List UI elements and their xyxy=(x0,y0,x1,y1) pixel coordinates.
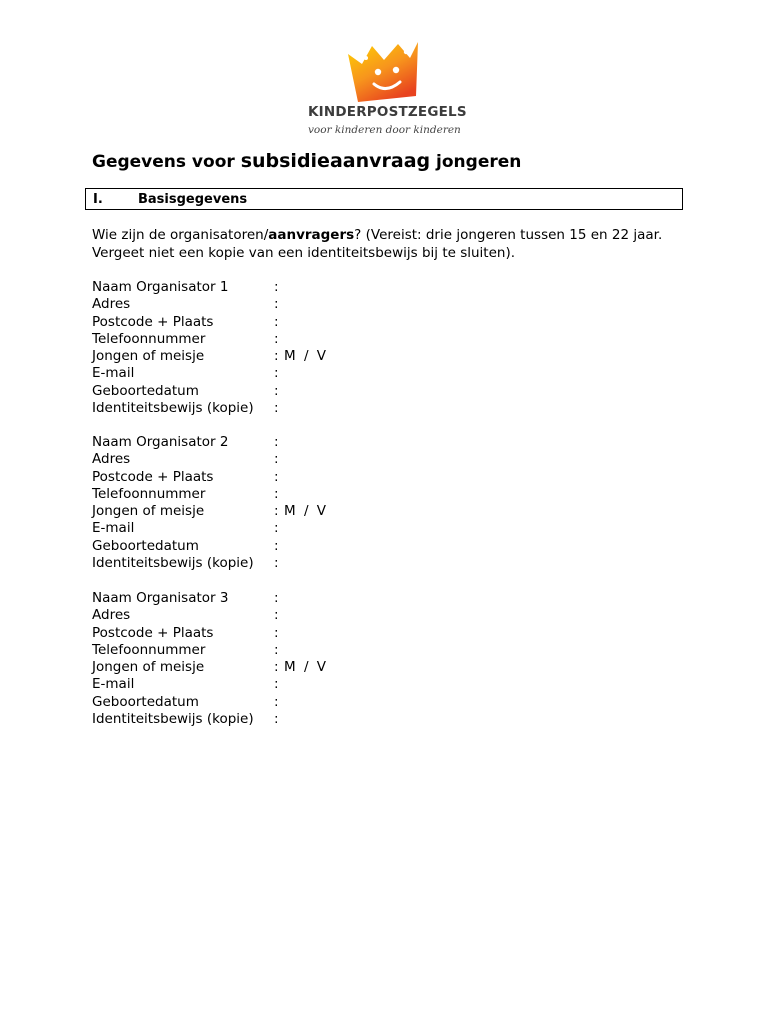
field-label: Identiteitsbewijs (kopie) xyxy=(92,400,254,417)
field-label: Adres xyxy=(92,296,131,313)
field-label: E-mail xyxy=(92,365,135,382)
field-label: Geboortedatum xyxy=(92,693,199,710)
logo xyxy=(300,38,470,142)
field-label: Telefoonnummer xyxy=(92,485,206,502)
gender-options: M / V xyxy=(284,348,327,365)
field-label: Telefoonnummer xyxy=(92,330,206,347)
field-label: Geboortedatum xyxy=(92,537,199,554)
page-title: Gegevens voor subsidieaanvraag jongeren xyxy=(92,150,522,172)
field-label: Identiteitsbewijs (kopie) xyxy=(92,711,254,728)
field-label: Postcode + Plaats xyxy=(92,624,214,641)
field-label: Telefoonnummer xyxy=(92,641,206,658)
field-label: Adres xyxy=(92,451,131,468)
field-label: E-mail xyxy=(92,676,135,693)
section-number: I. xyxy=(93,192,103,207)
brand-tagline: voor kinderen door kinderen xyxy=(308,124,461,136)
field-label: Identiteitsbewijs (kopie) xyxy=(92,555,254,572)
section-title: Basisgegevens xyxy=(138,192,248,207)
field-label: Jongen of meisje xyxy=(92,659,205,676)
intro-paragraph: Wie zijn de organisatoren/aanvragers? (Vereist: drie jongeren tussen 15 en 22 jaar. Vergeet niet een kopie van een identiteitsbewijs bij te sluiten). xyxy=(92,227,663,261)
gender-options: M / V xyxy=(284,659,327,676)
field-label: Postcode + Plaats xyxy=(92,313,214,330)
brand-name: KINDERPOSTZEGELS xyxy=(308,104,467,120)
crown-logo-icon xyxy=(344,38,424,106)
field-label: Geboortedatum xyxy=(92,382,199,399)
field-label: Naam Organisator 2 xyxy=(92,434,229,450)
field-label: E-mail xyxy=(92,520,135,537)
gender-options: M / V xyxy=(284,503,327,520)
field-label: Jongen of meisje xyxy=(92,348,205,365)
field-label: Jongen of meisje xyxy=(92,503,205,520)
field-label: Postcode + Plaats xyxy=(92,468,214,485)
field-label: Naam Organisator 1 xyxy=(92,279,229,295)
section-header xyxy=(85,188,683,210)
field-label: Naam Organisator 3 xyxy=(92,590,229,606)
field-label: Adres xyxy=(92,607,131,624)
